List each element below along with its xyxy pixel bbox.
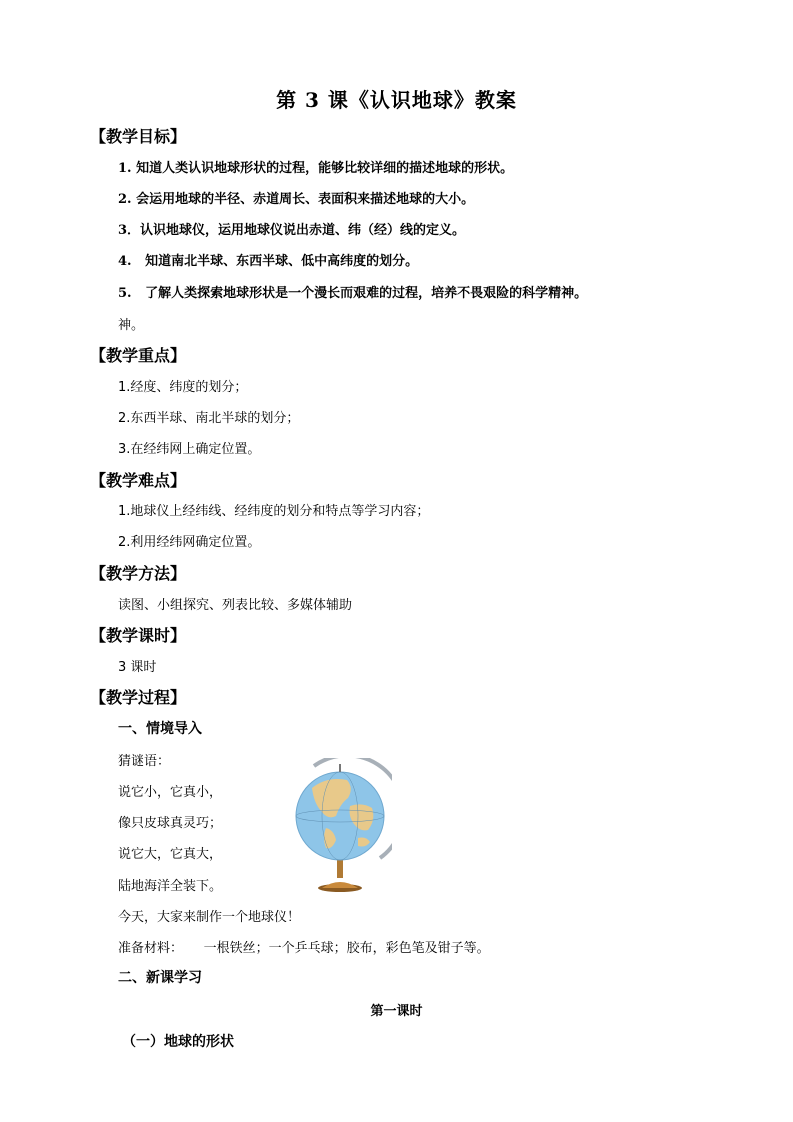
globe-image xyxy=(292,758,392,893)
goals-heading: 【教学目标】 xyxy=(90,127,187,146)
goal-item: 4. 知道南北半球、东西半球、低中高纬度的划分。 xyxy=(118,254,419,269)
key-point: 3.在经纬网上确定位置。 xyxy=(118,442,261,457)
riddle-line: 陆地海洋全装下。 xyxy=(118,879,223,894)
section-intro: 一、情境导入 xyxy=(118,721,202,737)
materials-text: 准备材料： 一根铁丝；一个乒乓球；胶布，彩色笔及钳子等。 xyxy=(118,941,490,956)
goal-item: 1. 知道人类认识地球形状的过程，能够比较详细的描述地球的形状。 xyxy=(118,161,514,176)
hours-heading: 【教学课时】 xyxy=(90,626,187,645)
part-heading: （一）地球的形状 xyxy=(122,1034,234,1050)
key-point: 1.经度、纬度的划分； xyxy=(118,380,248,395)
goal-item-continuation: 神。 xyxy=(118,318,145,333)
difficult-point: 2.利用经纬网确定位置。 xyxy=(118,535,261,550)
method-text: 读图、小组探究、列表比较、多媒体辅助 xyxy=(118,598,353,613)
riddle-line: 猜谜语： xyxy=(118,754,171,769)
goal-item: 2. 会运用地球的半径、赤道周长、表面积来描述地球的大小。 xyxy=(118,192,475,207)
process-heading: 【教学过程】 xyxy=(90,688,187,707)
goal-item: 5. 了解人类探索地球形状是一个漫长而艰难的过程，培养不畏艰险的科学精神。 xyxy=(118,286,588,301)
section-new-lesson: 二、新课学习 xyxy=(118,970,202,986)
today-text: 今天，大家来制作一个地球仪！ xyxy=(118,910,301,925)
method-heading: 【教学方法】 xyxy=(90,564,187,583)
hours-text: 3 课时 xyxy=(118,660,157,675)
lesson-label: 第一课时 xyxy=(370,1004,423,1019)
key-point: 2.东西半球、南北半球的划分； xyxy=(118,411,300,426)
difficult-heading: 【教学难点】 xyxy=(90,471,187,490)
difficult-point: 1.地球仪上经纬线、经纬度的划分和特点等学习内容； xyxy=(118,504,430,519)
riddle-line: 说它大，它真大， xyxy=(118,847,223,862)
document-title: 第 3 课《认识地球》教案 xyxy=(276,88,517,112)
riddle-line: 像只皮球真灵巧； xyxy=(118,816,223,831)
key-heading: 【教学重点】 xyxy=(90,346,187,365)
riddle-line: 说它小，它真小， xyxy=(118,785,223,800)
goal-item: 3．认识地球仪，运用地球仪说出赤道、纬（经）线的定义。 xyxy=(118,223,466,238)
